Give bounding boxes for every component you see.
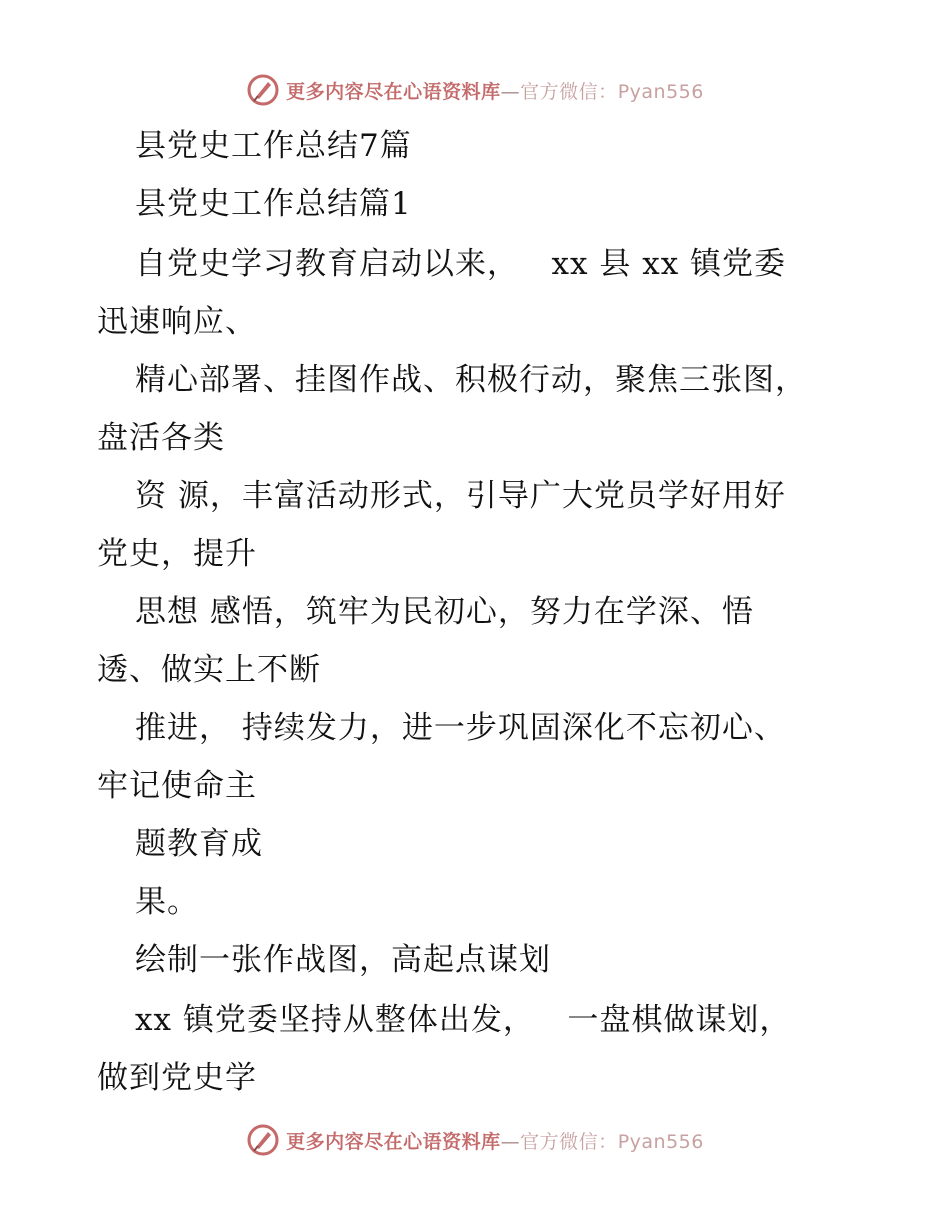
paragraph-line: 党史，提升 (97, 536, 257, 572)
paragraph-line: 透、做实上不断 (97, 652, 321, 688)
quill-logo-icon (246, 73, 280, 107)
paragraph-line: 推进， 持续发力，进一步巩固深化不忘初心、 (135, 710, 786, 746)
doc-title: 县党史工作总结7篇 (135, 128, 412, 164)
watermark-dash: — (500, 80, 521, 103)
paragraph-line: 果。 (135, 884, 199, 920)
paragraph-line: 迅速响应、 (97, 304, 257, 340)
watermark-text (286, 77, 704, 104)
section-heading: 绘制一张作战图，高起点谋划 (135, 942, 551, 978)
watermark-id: Pyan556 (617, 1130, 704, 1153)
watermark-main: 更多内容尽在心语资料库 (286, 80, 501, 103)
watermark-dash: — (500, 1130, 521, 1153)
watermark-wechat: 官方微信： (520, 1130, 618, 1153)
paragraph-line: 盘活各类 (97, 420, 225, 456)
paragraph-line: 做到党史学 (97, 1060, 257, 1096)
quill-logo-icon (246, 1123, 280, 1157)
paragraph-line: 精心部署、挂图作战、积极行动，聚焦三张图， (135, 362, 807, 398)
watermark-id: Pyan556 (617, 80, 704, 103)
paragraph-line: 思想 感悟，筑牢为民初心，努力在学深、悟 (135, 594, 754, 630)
paragraph-line: xx 镇党委坚持从整体出发， 一盘棋做谋划， (135, 1002, 792, 1038)
paragraph-line: 自党史学习教育启动以来， xx 县 xx 镇党委 (135, 246, 787, 282)
doc-subtitle: 县党史工作总结篇1 (135, 186, 412, 222)
watermark-text (286, 1127, 704, 1154)
paragraph-line: 题教育成 (135, 826, 263, 862)
watermark-wechat: 官方微信： (520, 80, 618, 103)
watermark-main: 更多内容尽在心语资料库 (286, 1130, 501, 1153)
paragraph-line: 资 源，丰富活动形式，引导广大党员学好用好 (135, 478, 786, 514)
header-watermark (0, 70, 950, 110)
footer-watermark (0, 1120, 950, 1160)
paragraph-line: 牢记使命主 (97, 768, 257, 804)
